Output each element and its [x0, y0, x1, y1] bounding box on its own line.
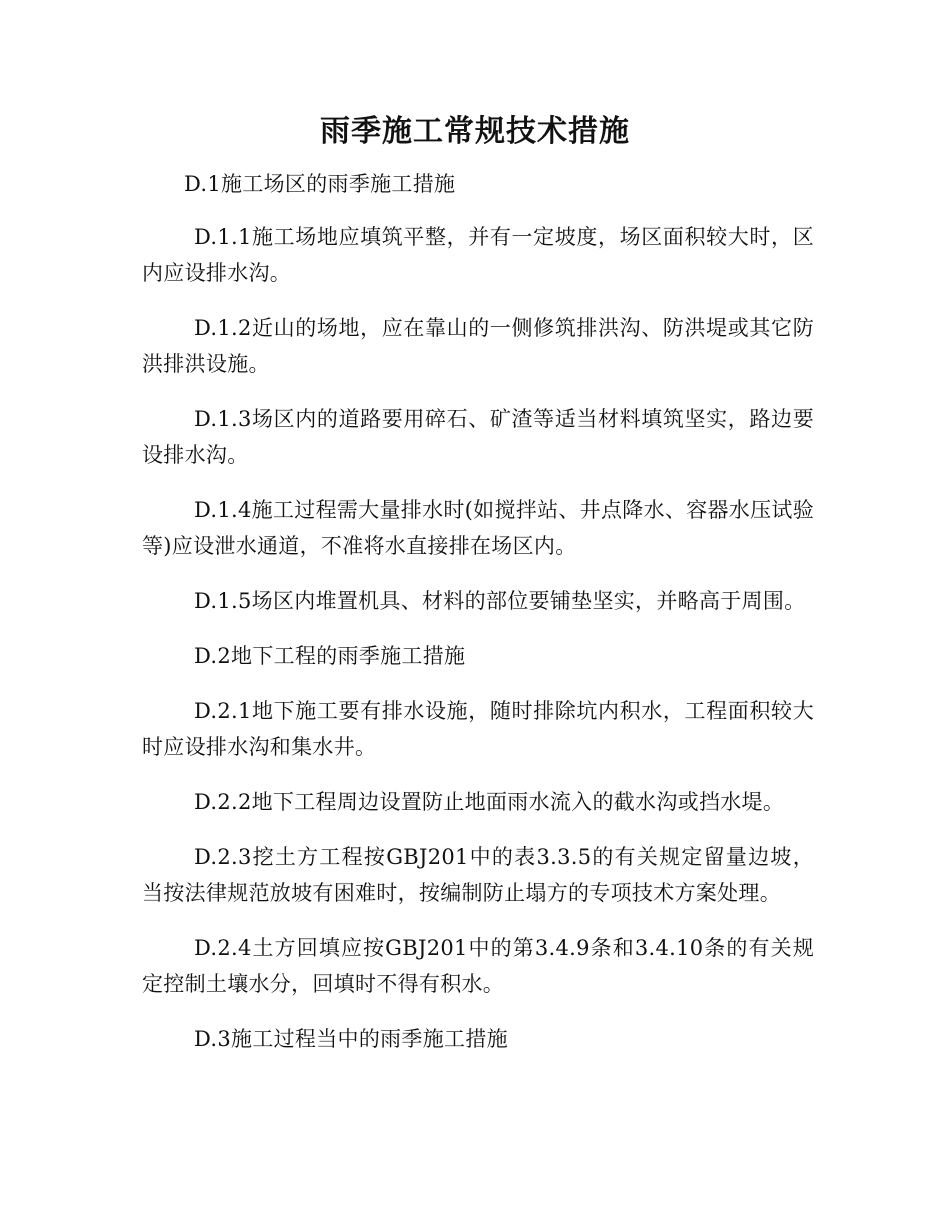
paragraph-d2-3: D.2.3挖土方工程按GBJ201中的表3.3.5的有关规定留量边坡，当按法律规范放坡有困难时，按编制防止塌方的专项技术方案处理。	[142, 845, 814, 905]
section-heading-d2: D.2地下工程的雨季施工措施	[194, 644, 466, 668]
section-heading-d1: D.1施工场区的雨季施工措施	[184, 172, 456, 196]
paragraph-d2-1: D.2.1地下施工要有排水设施，随时排除坑内积水，工程面积较大时应设排水沟和集水井。	[142, 699, 814, 759]
paragraph-d1-2: D.1.2近山的场地，应在靠山的一侧修筑排洪沟、防洪堤或其它防洪排洪设施。	[142, 316, 814, 376]
paragraph-d1-1: D.1.1施工场地应填筑平整，并有一定坡度，场区面积较大时，区内应设排水沟。	[142, 225, 814, 285]
document-body	[142, 166, 814, 1076]
paragraph-d1-5: D.1.5场区内堆置机具、材料的部位要铺垫坚实，并略高于周围。	[194, 589, 806, 613]
paragraph-d2-2: D.2.2地下工程周边设置防止地面雨水流入的截水沟或挡水堤。	[194, 790, 785, 814]
page-title: 雨季施工常规技术措施	[320, 114, 630, 149]
paragraph-d1-4: D.1.4施工过程需大量排水时(如搅拌站、井点降水、容器水压试验等)应设泄水通道，不准将水直接排在场区内。	[142, 498, 814, 558]
paragraph-d2-4: D.2.4土方回填应按GBJ201中的第3.4.9条和3.4.10条的有关规定控制土壤水分，回填时不得有积水。	[142, 936, 814, 996]
paragraph-d1-3: D.1.3场区内的道路要用碎石、矿渣等适当材料填筑坚实，路边要设排水沟。	[142, 407, 814, 467]
section-heading-d3: D.3施工过程当中的雨季施工措施	[194, 1027, 508, 1051]
